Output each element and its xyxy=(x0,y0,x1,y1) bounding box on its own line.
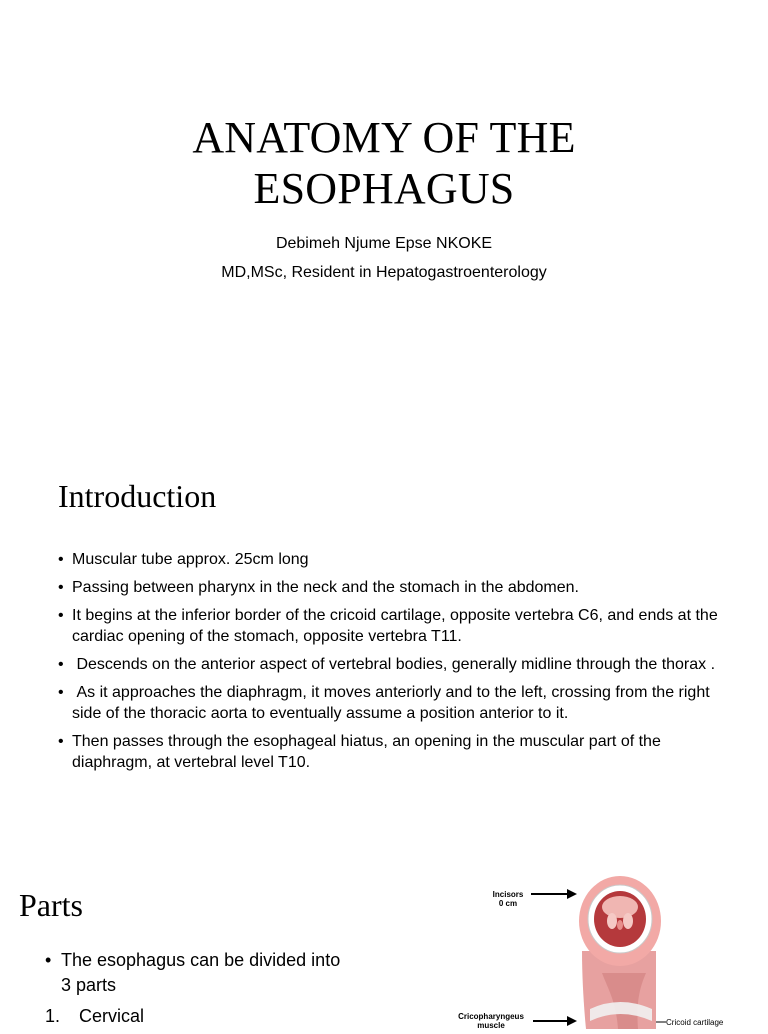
cricoid-label: Cricoid cartilage xyxy=(666,1018,724,1027)
slide-heading: Introduction xyxy=(58,478,217,514)
list-item xyxy=(58,605,718,647)
author-credentials: MD,MSc, Resident in Hepatogastroenterology xyxy=(221,264,547,281)
list-item xyxy=(58,731,718,773)
bullet-text: Muscular tube approx. 25cm long xyxy=(72,551,309,568)
tonsil-left xyxy=(607,913,617,929)
incisors-label xyxy=(486,890,530,908)
title-slide xyxy=(0,0,768,440)
list-item-text: Cervical xyxy=(79,1006,145,1026)
bullet-text: It begins at the inferior border of the cricoid cartilage, opposite vertebra C6, and ends at the cardiac opening of the stomach, opposite vertebra T11. xyxy=(72,607,718,645)
list-item xyxy=(45,948,355,998)
bullet-dot: • xyxy=(58,684,64,701)
presentation-title xyxy=(0,112,768,214)
label-text: Incisors xyxy=(492,890,524,899)
introduction-slide xyxy=(0,440,768,845)
arrow-head xyxy=(567,1016,577,1026)
label-text: 0 cm xyxy=(498,899,518,908)
title-line-2: ESOPHAGUS xyxy=(253,164,515,213)
palate xyxy=(602,896,638,918)
esophagus-anatomy-figure xyxy=(440,869,768,1029)
bullet-list xyxy=(58,549,718,780)
parts-slide xyxy=(0,845,768,1030)
bullet-text: The esophagus can be divided into 3 parts xyxy=(61,950,341,995)
bullet-text: Then passes through the esophageal hiatus, an opening in the muscular part of the diaphragm, at vertebral level T10. xyxy=(72,733,661,771)
list-item xyxy=(58,549,718,570)
list-item xyxy=(58,577,718,598)
bullet-text: As it approaches the diaphragm, it moves anteriorly and to the left, crossing from the right side of the thoracic aorta to eventually assume a position anterior to it. xyxy=(72,684,715,722)
uvula xyxy=(617,920,623,930)
bullet-dot: • xyxy=(58,733,64,750)
label-text: Cricopharyngeus xyxy=(458,1012,524,1021)
bullet-text: Descends on the anterior aspect of vertebral bodies, generally midline through the thorax . xyxy=(72,656,716,673)
cricopharyngeus-label xyxy=(450,1012,532,1030)
list-item xyxy=(58,654,718,675)
author-name: Debimeh Njume Epse NKOKE xyxy=(275,235,493,252)
subtitle xyxy=(0,229,768,287)
list-number: 1. xyxy=(45,1006,61,1026)
bullet-dot: • xyxy=(58,656,64,673)
bullet-dot: • xyxy=(58,551,64,568)
numbered-list xyxy=(45,1004,144,1029)
title-line-1: ANATOMY OF THE xyxy=(192,113,576,162)
tonsil-right xyxy=(623,913,633,929)
slide-heading: Parts xyxy=(19,887,83,923)
arrow-head xyxy=(567,889,577,899)
bullet-dot: • xyxy=(45,950,52,970)
bullet-dot: • xyxy=(58,579,64,596)
list-item xyxy=(58,682,718,724)
bullet-text: Passing between pharynx in the neck and the stomach in the abdomen. xyxy=(72,579,579,596)
label-text: muscle xyxy=(477,1021,505,1030)
bullet-dot: • xyxy=(58,607,64,624)
